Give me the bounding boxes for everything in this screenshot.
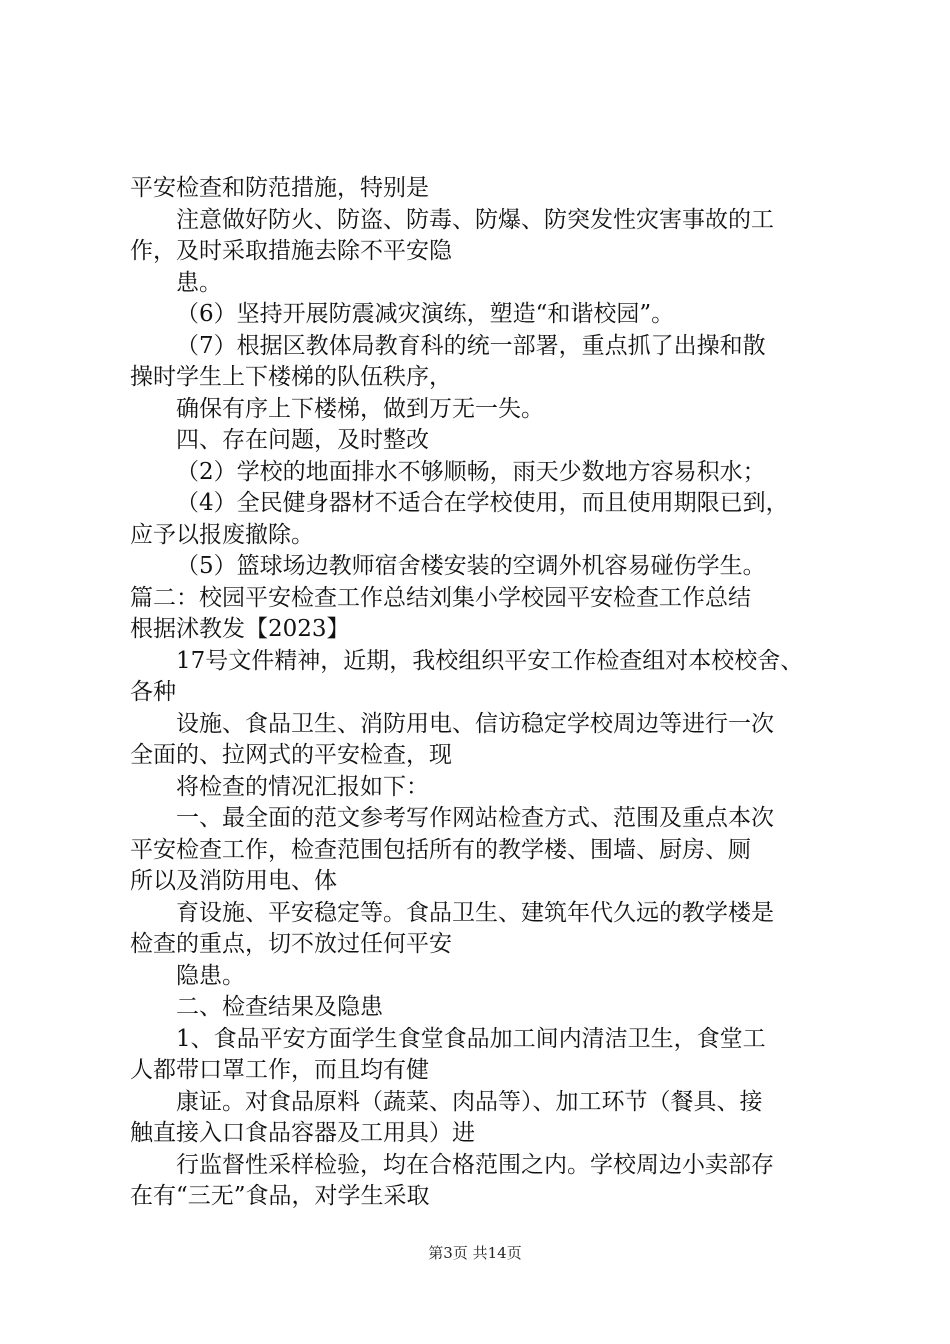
text-line: 触直接入口食品容器及工用具）进 bbox=[130, 1120, 475, 1146]
text-line: （4）全民健身器材不适合在学校使用，而且使用期限已到， bbox=[176, 490, 789, 516]
text-line: 注意做好防火、防盗、防毒、防爆、防突发性灾害事故的工 bbox=[176, 206, 774, 233]
text-line: 四、存在问题，及时整改 bbox=[176, 427, 429, 453]
text-line: 行监督性采样检验，均在合格范围之内。学校周边小卖部存 bbox=[176, 1151, 774, 1178]
text-line: 17号文件精神，近期，我校组织平安工作检查组对本校校舍、 bbox=[176, 647, 804, 674]
document-body bbox=[130, 173, 845, 1213]
text-line: （2）学校的地面排水不够顺畅，雨天少数地方容易积水； bbox=[176, 458, 766, 485]
text-line: 育设施、平安稳定等。食品卫生、建筑年代久远的教学楼是 bbox=[176, 899, 774, 926]
text-line: 检查的重点，切不放过任何平安 bbox=[130, 931, 452, 957]
text-line: 平安检查工作，检查范围包括所有的教学楼、围墙、厨房、厕 bbox=[130, 836, 751, 863]
text-line: （6）坚持开展防震减灾演练，塑造“和谐校园”。 bbox=[176, 301, 675, 327]
page-footer: 第3页 共14页 bbox=[428, 1244, 522, 1262]
text-line: 篇二：校园平安检查工作总结刘集小学校园平安检查工作总结 bbox=[130, 584, 751, 611]
text-line: 人都带口罩工作，而且均有健 bbox=[130, 1057, 429, 1083]
text-line: （7）根据区教体局教育科的统一部署，重点抓了出操和散 bbox=[176, 332, 766, 359]
text-line: 设施、食品卫生、消防用电、信访稳定学校周边等进行一次 bbox=[176, 710, 774, 737]
text-line: （5）篮球场边教师宿舍楼安装的空调外机容易碰伤学生。 bbox=[176, 553, 766, 579]
text-line: 操时学生上下楼梯的队伍秩序， bbox=[130, 364, 452, 390]
text-line: 二、检查结果及隐患 bbox=[176, 994, 383, 1020]
text-line: 应予以报废撤除。 bbox=[130, 521, 314, 548]
text-line: 确保有序上下楼梯，做到万无一失。 bbox=[176, 395, 544, 422]
text-line: 平安检查和防范措施，特别是 bbox=[130, 175, 429, 201]
text-line: 全面的、拉网式的平安检查，现 bbox=[130, 742, 452, 768]
text-line: 1、食品平安方面学生食堂食品加工间内清洁卫生，食堂工 bbox=[176, 1025, 766, 1052]
text-line: 所以及消防用电、体 bbox=[130, 868, 337, 894]
text-line: 作，及时采取措施去除不平安隐 bbox=[130, 238, 452, 264]
text-line: 在有“三无”食品，对学生采取 bbox=[130, 1183, 430, 1209]
text-line: 康证。对食品原料（蔬菜、肉品等）、加工环节（餐具、接 bbox=[176, 1088, 763, 1115]
text-line: 各种 bbox=[130, 679, 176, 705]
text-line: 患。 bbox=[176, 269, 222, 296]
text-line: 将检查的情况汇报如下： bbox=[176, 773, 429, 800]
text-line: 隐患。 bbox=[176, 962, 245, 989]
text-line: 一、最全面的范文参考写作网站检查方式、范围及重点本次 bbox=[176, 805, 774, 831]
text-line: 根据沭教发【2023】 bbox=[130, 616, 350, 642]
